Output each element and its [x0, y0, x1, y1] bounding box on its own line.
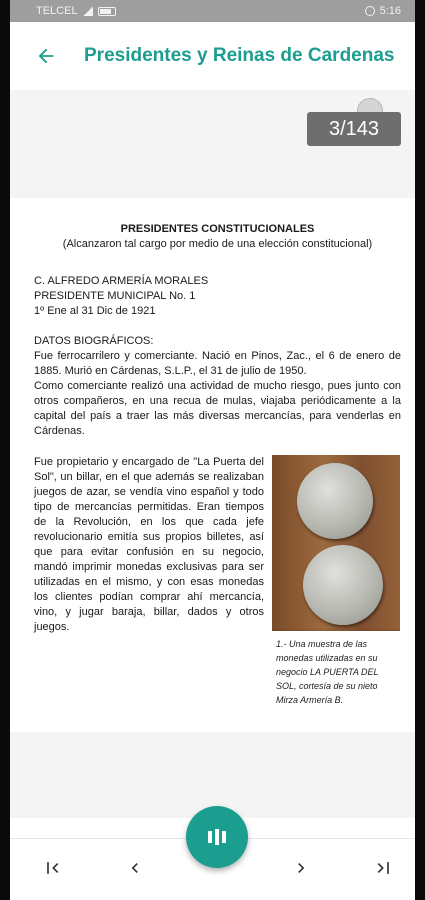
first-page-button[interactable]	[38, 853, 68, 883]
coin-image	[297, 463, 373, 539]
page-indicator: 3/143	[307, 112, 401, 146]
fab-button[interactable]	[186, 806, 248, 868]
app-bar	[10, 22, 415, 90]
doc-subheading: (Alcanzaron tal cargo por medio de una elección constitucional)	[62, 238, 373, 250]
document-page	[10, 198, 415, 732]
bio-paragraph-3: Fue propietario y encargado de "La Puerta del Sol", un billar, en el que además se realizaban juegos de azar, se vendía vino español y todo tipo de mercancías permitidas. Eran tiempos de la Revolución, en los que cada jefe revolucionario emitía sus propios billetes, así que para evitar confusión en su negocio, mandó imprimir monedas exclusivas para ser utilizadas en el mismo, y con esas monedas los clientes podían comprar ahí mercancía, vino, y jugar baraja, billar, dados y otros juegos.	[34, 456, 264, 633]
photo-caption: 1.- Una muestra de las monedas utilizadas en su negocio LA PUERTA DEL SOL, cortesía de su nieto Mirza Armería B.	[276, 639, 379, 705]
bio-row	[34, 455, 401, 707]
status-bar	[10, 0, 415, 22]
carrier-label: TELCEL	[36, 5, 78, 17]
last-page-icon	[373, 858, 393, 878]
phone-screen	[10, 0, 415, 900]
president-term: 1º Ene al 31 Dic de 1921	[34, 305, 156, 317]
coin-image	[303, 545, 383, 625]
first-page-icon	[43, 858, 63, 878]
president-role: PRESIDENTE MUNICIPAL No. 1	[34, 290, 196, 302]
president-name: C. ALFREDO ARMERÍA MORALES	[34, 275, 209, 287]
last-page-button[interactable]	[368, 853, 398, 883]
arrow-left-icon	[35, 45, 57, 67]
alarm-icon	[365, 6, 375, 16]
next-page-button[interactable]	[286, 853, 316, 883]
document-viewer[interactable]	[10, 90, 415, 818]
back-button[interactable]	[26, 36, 66, 76]
bio-paragraph-2: Como comerciante realizó una actividad de mucho riesgo, pues junto con otros compañeros, en una recua de mulas, viajaba periódicamente a la capital del país a traer las más diversas mercancías, para venderlas en Cárdenas.	[34, 380, 401, 437]
photo-column	[272, 455, 400, 707]
bio-label: DATOS BIOGRÁFICOS:	[34, 335, 154, 347]
book-open-icon	[205, 825, 229, 849]
bio-paragraph-1: Fue ferrocarrilero y comerciante. Nació en Pinos, Zac., el 6 de enero de 1885. Murió en Cárdenas, S.L.P., el 31 de julio de 1950.	[34, 350, 401, 377]
chevron-left-icon	[125, 858, 145, 878]
signal-icon	[83, 7, 93, 16]
previous-page-button[interactable]	[120, 853, 150, 883]
chevron-right-icon	[291, 858, 311, 878]
status-left	[36, 5, 116, 17]
battery-small-icon	[98, 7, 116, 16]
coins-photo	[272, 455, 400, 631]
doc-heading: PRESIDENTES CONSTITUCIONALES	[120, 223, 315, 235]
app-title: Presidentes y Reinas de Cardenas	[84, 45, 395, 66]
status-right	[365, 5, 401, 17]
clock-time: 5:16	[379, 5, 401, 17]
